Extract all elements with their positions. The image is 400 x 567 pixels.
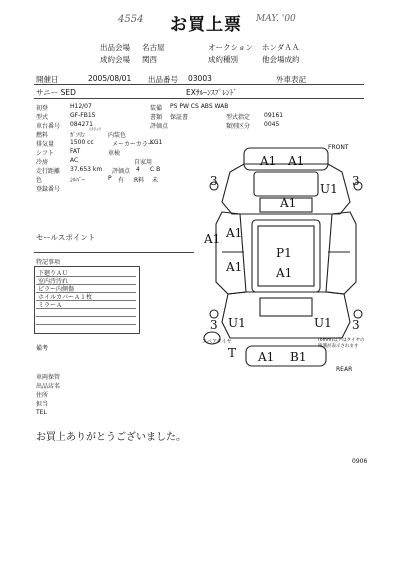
model-value: サニー SED — [36, 88, 76, 97]
mark-left-mid-door: A1 — [226, 226, 243, 240]
special-note-item: 室内汚汚れ — [38, 278, 69, 285]
handwritten-number: 4554 — [118, 14, 144, 25]
spec-value-model: GF-FB15 — [70, 112, 96, 119]
spec-label-color: 色 — [36, 177, 43, 184]
mark-front-left-num: 3 — [210, 174, 218, 188]
model-cert-value: 09161 — [264, 112, 284, 119]
footer-code: 0906 — [352, 458, 368, 465]
docs-label: 書類 — [150, 114, 163, 121]
auction-label: オークション — [208, 43, 253, 52]
spec-label-first-reg: 初登 — [36, 105, 49, 112]
model-divider — [34, 98, 364, 99]
mark-left-front-door: A1 — [204, 232, 221, 246]
grade-value: EXｻﾙｰﾝｽﾌﾟﾚﾝﾄﾞ — [186, 88, 238, 97]
thanks-message: お買上ありがとうございました。 — [36, 432, 186, 443]
venue-label: 出品会場 — [100, 43, 130, 52]
spare-tire-label: スペアタイヤ — [202, 339, 232, 345]
mark-rear-right-num: 3 — [352, 318, 360, 332]
p-label: P — [108, 175, 112, 182]
address-label: 住所 — [36, 392, 49, 399]
p-value: 有 — [118, 177, 125, 184]
tel-label: TEL — [36, 409, 47, 416]
spec-value-chassis: 084271 — [70, 121, 93, 128]
contract-type-label: 成約種別 — [208, 55, 238, 64]
mark-front-bumper-right: A1 — [288, 154, 305, 168]
special-note-item: ホイルカバーＡ１枚 — [38, 294, 93, 301]
fuel-note: ﾒﾀﾘｯｸ — [88, 127, 101, 133]
eval-label: 評価点 — [112, 168, 131, 175]
mark-front-right-num: 3 — [352, 174, 360, 188]
mark-hood: A1 — [280, 196, 297, 210]
mark-left-rear-door: A1 — [226, 260, 243, 274]
rear-label: REAR — [336, 366, 353, 373]
spec-label-shift: シフト — [36, 150, 55, 157]
spec-value-mileage: 37,653 km — [70, 166, 103, 173]
mark-rear-right-u: U1 — [314, 316, 332, 330]
eval-grade: C B — [150, 166, 161, 173]
spec-label-chassis: 車台番号 — [36, 123, 61, 130]
spec-label-displacement: 排気量 — [36, 141, 55, 148]
special-note-item: ミラーＡ — [38, 302, 63, 309]
spec-label-model: 型式 — [36, 114, 49, 121]
r-label: R料 — [134, 177, 145, 184]
mark-rear-bumper-right: B1 — [290, 350, 307, 364]
front-label: FRONT — [328, 144, 349, 151]
sales-points-label: セールスポイント — [36, 233, 96, 242]
spec-value-color: ｼﾙﾊﾞｰ — [70, 177, 86, 184]
mark-rear-bumper-left: A1 — [258, 350, 275, 364]
car-inspection-label: 車検 — [108, 150, 121, 157]
contract-venue-label: 成約会場 — [100, 55, 130, 64]
page-title: お買上票 — [170, 15, 242, 35]
person-label: 担当 — [36, 401, 49, 408]
contract-venue-value: 関西 — [142, 55, 157, 64]
spec-value-shift: FAT — [70, 148, 81, 155]
exterior-label: 外車表記 — [276, 75, 306, 84]
lot-label: 出品番号 — [148, 75, 178, 84]
spec-value-displacement: 1500 cc — [70, 139, 94, 146]
spec-label-registration: 登録番号 — [36, 186, 61, 193]
date-label: 開催日 — [36, 75, 59, 84]
mark-front-right-door: U1 — [320, 182, 338, 196]
venue-value: 名古屋 — [142, 43, 165, 52]
spec-label-fuel: 燃料 — [36, 132, 49, 139]
mark-rear-left-num: 3 — [210, 318, 218, 332]
contract-type-value: 他会場成約 — [262, 55, 300, 64]
docs-value: 保証書 — [170, 114, 189, 121]
maker-color-value: KG1 — [150, 139, 163, 146]
model-cert-label: 型式指定 — [226, 114, 251, 121]
mark-trunk: T — [228, 346, 237, 360]
category-value: 0045 — [264, 121, 280, 128]
mark-roof-a: A1 — [276, 266, 293, 280]
interior-color-label: 内装色 — [108, 132, 127, 139]
maker-color-label: メーカーカラー — [112, 141, 154, 148]
r-value: 未 — [152, 177, 159, 184]
special-note-item: ピラー内側傷 — [38, 286, 75, 293]
eval-points-label: 評価点 — [150, 123, 169, 130]
auction-value: ホンダＡＡ — [262, 43, 300, 52]
tire-note: (6mm)以下はタイヤの 残溝が表示されます — [318, 338, 365, 349]
lot-value: 03003 — [188, 74, 212, 83]
category-label: 類別区分 — [226, 123, 251, 130]
spec-value-fuel: ｶﾞｿﾘﾝ — [70, 132, 86, 139]
eval-score: 4 — [136, 166, 140, 173]
mark-front-bumper-left: A1 — [260, 154, 277, 168]
vehicle-storage-label: 車両保管 — [36, 374, 61, 381]
equipment-value: PS PW CS ABS WAB — [170, 103, 229, 110]
spec-value-first-reg: H12/07 — [70, 103, 92, 110]
spec-label-mileage: 走行距離 — [36, 168, 61, 175]
store-name-label: 出品店名 — [36, 383, 61, 390]
car-damage-diagram — [200, 142, 372, 374]
special-notes-label: 特記事項 — [36, 259, 61, 266]
date-value: 2005/08/01 — [88, 74, 132, 83]
sales-divider — [34, 252, 194, 253]
use-label: 自家用 — [134, 159, 153, 166]
remarks-label: 備考 — [36, 345, 49, 352]
spec-value-aircon: AC — [70, 157, 79, 164]
mark-rear-left-u: U1 — [228, 316, 246, 330]
spec-label-aircon: 冷房 — [36, 159, 49, 166]
equipment-label: 装備 — [150, 105, 163, 112]
special-note-item: 下廻りＡＵ — [38, 270, 69, 277]
session-divider — [34, 84, 364, 85]
handwritten-date: MAY. '00 — [256, 14, 296, 24]
mark-roof-p: P1 — [276, 246, 292, 260]
